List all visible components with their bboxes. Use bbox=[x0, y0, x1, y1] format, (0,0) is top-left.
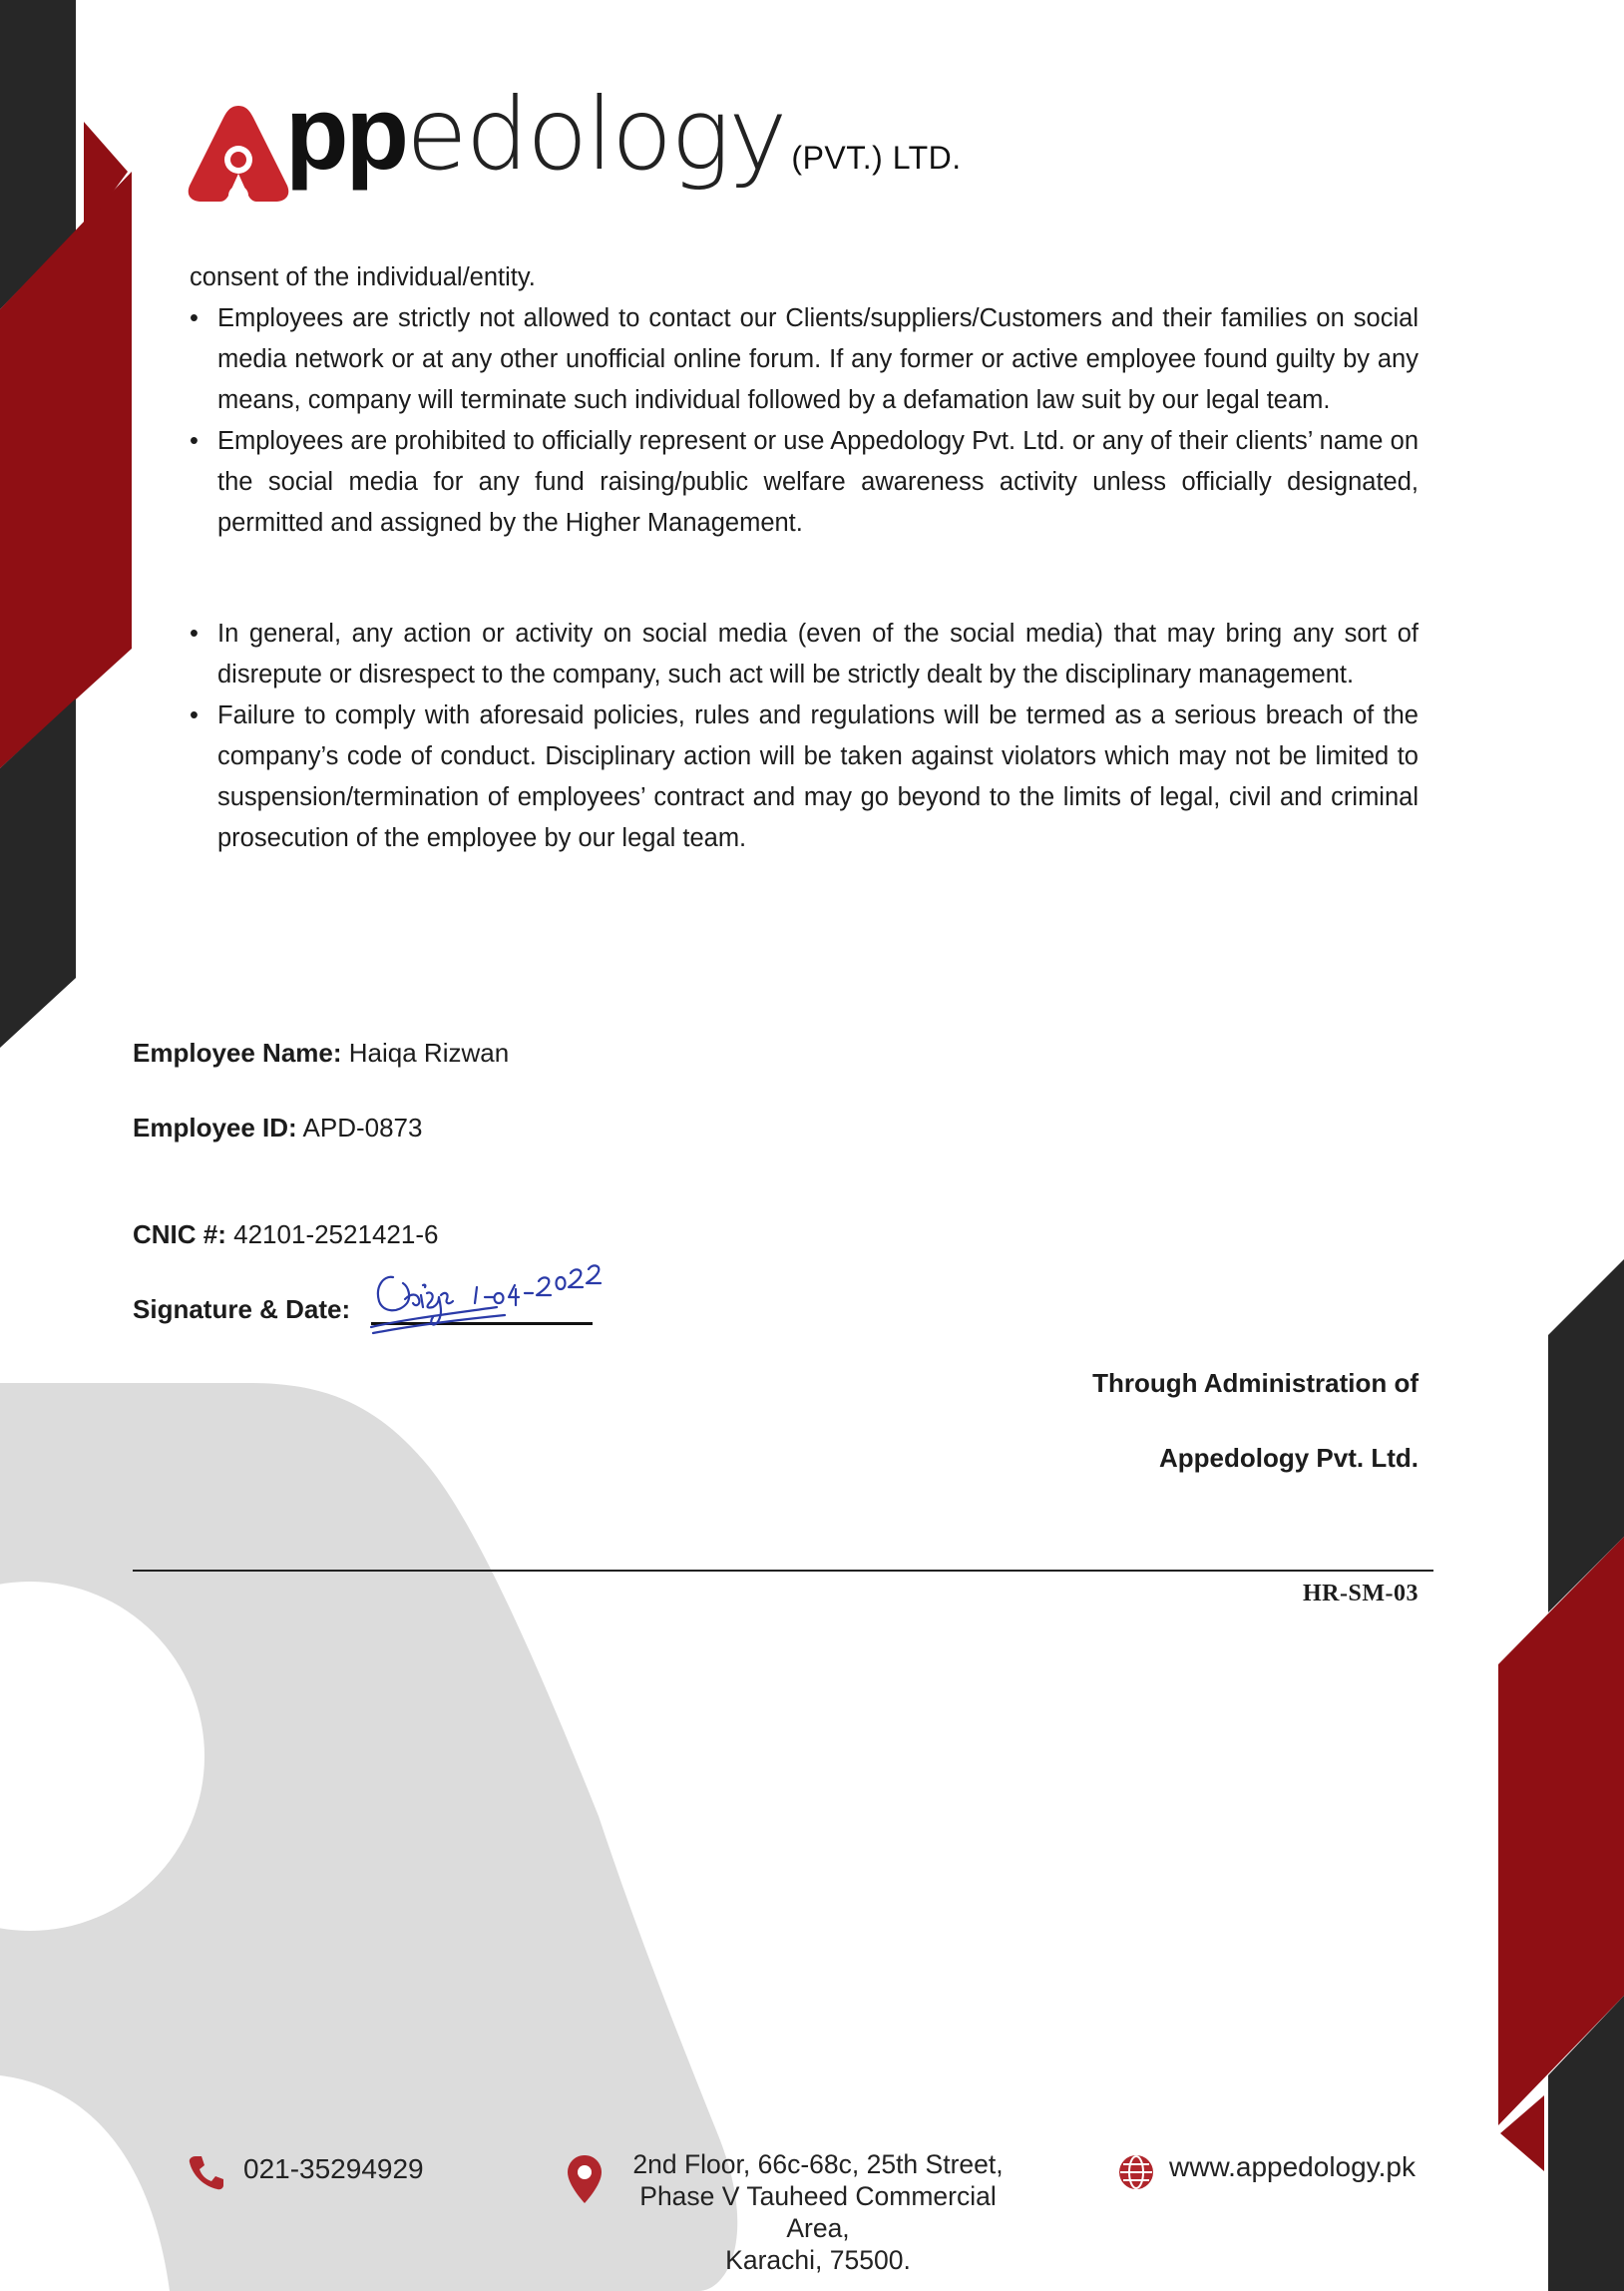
company-logo bbox=[186, 76, 962, 206]
cnic-label: CNIC #: bbox=[133, 1219, 226, 1249]
logo-wordmark bbox=[285, 76, 962, 193]
employee-id-label: Employee ID: bbox=[133, 1113, 297, 1143]
phone-icon bbox=[188, 2153, 225, 2191]
list-item-text: Employees are strictly not allowed to contact our Clients/suppliers/Customers and their families on social media network or at any other unofficial online forum. If any former or active employee found guilty by any means, company will terminate such individual followed by a defamation law suit by our legal team. bbox=[217, 304, 1419, 414]
cnic-field bbox=[133, 1219, 438, 1250]
footer-address bbox=[609, 2148, 1027, 2276]
location-pin-icon bbox=[565, 2153, 605, 2205]
logo-suffix: (PVT.) LTD. bbox=[791, 140, 962, 176]
handwritten-signature bbox=[365, 1247, 644, 1337]
list-item-text: In general, any action or activity on social media (even of the social media) that may bring any sort of disrepute or disrespect to the company, such act will be strictly dealt by the disciplinary management. bbox=[217, 620, 1419, 688]
bullet: • bbox=[190, 304, 199, 332]
employee-id-field bbox=[133, 1113, 422, 1144]
list-item bbox=[190, 614, 1419, 695]
document-code: HR-SM-03 bbox=[1303, 1581, 1419, 1606]
list-item-text: Failure to comply with aforesaid policies, rules and regulations will be termed as a serious breach of the company’s code of conduct. Disciplinary action will be taken against violators which may not be limited to suspension/termination of employees’ contract and may go beyond to the limits of legal, civil and criminal prosecution of the employee by our legal team. bbox=[217, 701, 1419, 852]
spacer bbox=[190, 544, 1419, 614]
footer-divider bbox=[133, 1570, 1433, 1572]
appedology-a-mark-icon bbox=[186, 102, 291, 206]
policy-list-1 bbox=[190, 298, 1419, 544]
employee-name-field bbox=[133, 1038, 509, 1069]
policy-body bbox=[190, 257, 1419, 859]
logo-wordmark-light: edology bbox=[406, 76, 786, 193]
address-line-2: Phase V Tauheed Commercial Area, bbox=[639, 2181, 997, 2243]
footer-phone: 021-35294929 bbox=[243, 2153, 424, 2184]
signature-field bbox=[133, 1294, 350, 1325]
employee-name-value: Haiqa Rizwan bbox=[348, 1038, 510, 1068]
bullet: • bbox=[190, 701, 199, 729]
list-item bbox=[190, 298, 1419, 421]
employee-name-label: Employee Name: bbox=[133, 1038, 342, 1068]
policy-list-2 bbox=[190, 614, 1419, 859]
list-item bbox=[190, 695, 1419, 859]
admin-line-1: Through Administration of bbox=[1092, 1368, 1419, 1398]
bullet: • bbox=[190, 620, 199, 648]
globe-icon bbox=[1117, 2153, 1155, 2191]
list-item-text: Employees are prohibited to officially represent or use Appedology Pvt. Ltd. or any of their clients’ name on the social media for any fund raising/public welfare awareness activity unless officially designated, permitted and assigned by the Higher Management. bbox=[217, 427, 1419, 537]
bullet: • bbox=[190, 427, 199, 455]
list-item bbox=[190, 421, 1419, 544]
footer-website[interactable]: www.appedology.pk bbox=[1169, 2151, 1416, 2182]
logo-wordmark-bold: pp bbox=[285, 76, 407, 192]
admin-line-2: Appedology Pvt. Ltd. bbox=[1159, 1443, 1419, 1473]
lead-fragment: consent of the individual/entity. bbox=[190, 263, 536, 291]
cnic-value: 42101-2521421-6 bbox=[233, 1219, 439, 1249]
signature-label: Signature & Date: bbox=[133, 1294, 351, 1324]
employee-id-value: APD-0873 bbox=[302, 1113, 423, 1143]
address-line-1: 2nd Floor, 66c-68c, 25th Street, bbox=[632, 2149, 1004, 2179]
address-line-3: Karachi, 75500. bbox=[725, 2245, 911, 2275]
